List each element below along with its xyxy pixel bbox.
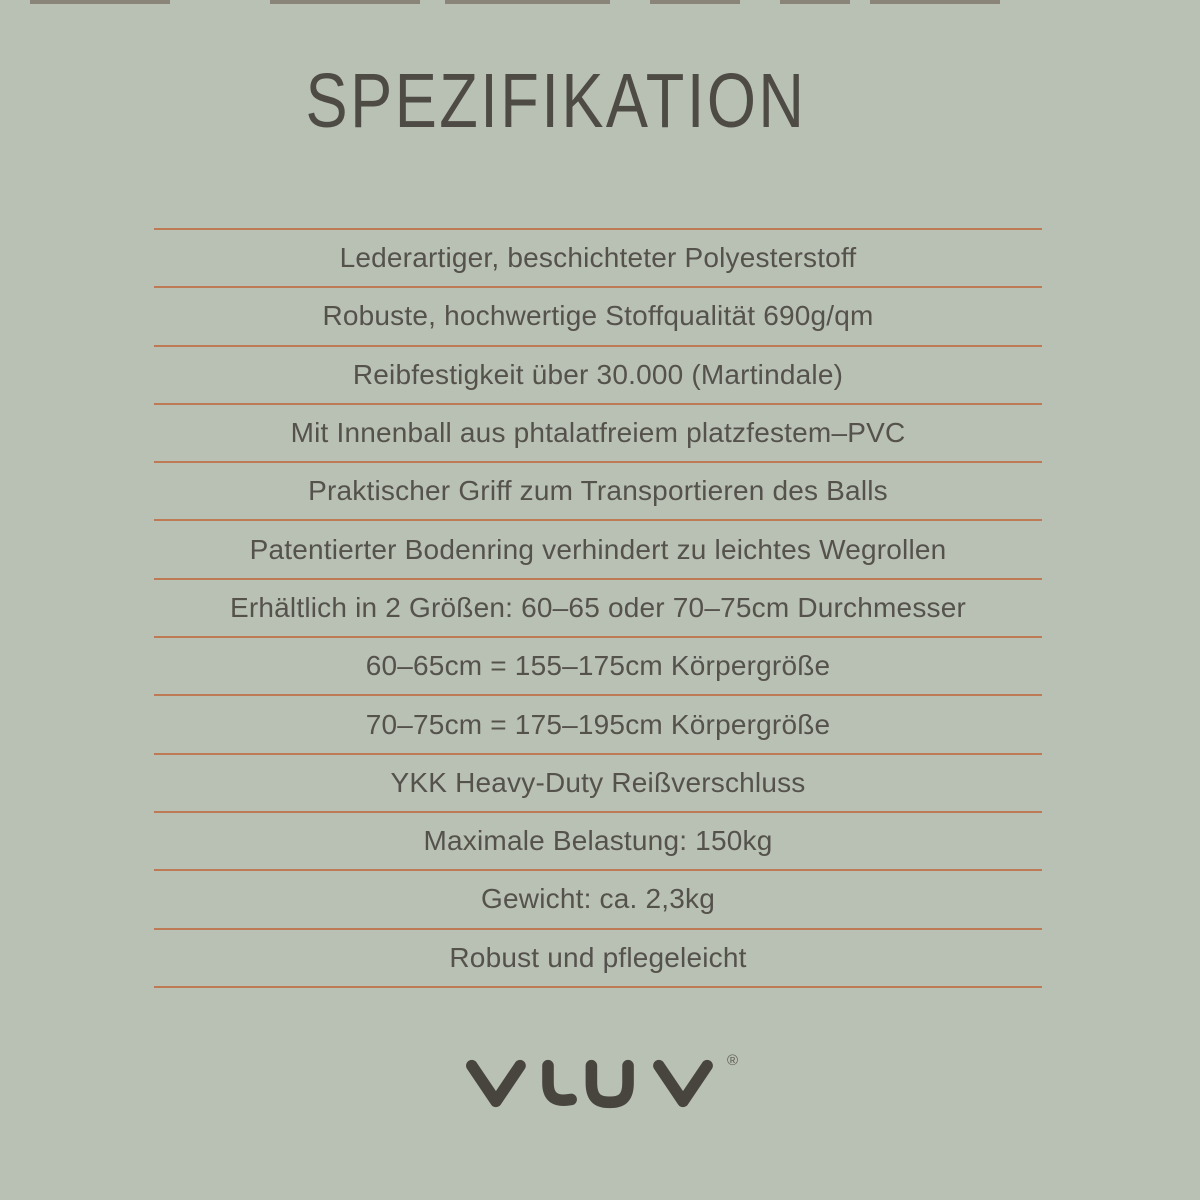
vluv-logo-icon	[462, 1057, 715, 1111]
page-title	[251, 57, 862, 146]
spec-row: 70–75cm = 175–195cm Körpergröße	[154, 694, 1042, 752]
spec-row: Robust und pflegeleicht	[154, 928, 1042, 986]
registered-trademark: ®	[726, 1052, 739, 1069]
spec-row: Robuste, hochwertige Stoffqualität 690g/qm	[154, 286, 1042, 344]
spec-row: Erhältlich in 2 Größen: 60–65 oder 70–75cm Durchmesser	[154, 578, 1042, 636]
spec-row: YKK Heavy-Duty Reißverschluss	[154, 753, 1042, 811]
page-title-text: SPEZIFIKATION	[305, 58, 807, 144]
spec-row: Patentierter Bodenring verhindert zu leichtes Wegrollen	[154, 519, 1042, 577]
spec-row: Gewicht: ca. 2,3kg	[154, 869, 1042, 927]
spec-row: 60–65cm = 155–175cm Körpergröße	[154, 636, 1042, 694]
spec-row: Lederartiger, beschichteter Polyesterstoff	[154, 228, 1042, 286]
spec-table	[154, 228, 1042, 988]
spec-row: Reibfestigkeit über 30.000 (Martindale)	[154, 345, 1042, 403]
spec-row: Praktischer Griff zum Transportieren des Balls	[154, 461, 1042, 519]
spec-row: Maximale Belastung: 150kg	[154, 811, 1042, 869]
spec-row: Mit Innenball aus phtalatfreiem platzfestem–PVC	[154, 403, 1042, 461]
brand-logo	[0, 1052, 1200, 1111]
